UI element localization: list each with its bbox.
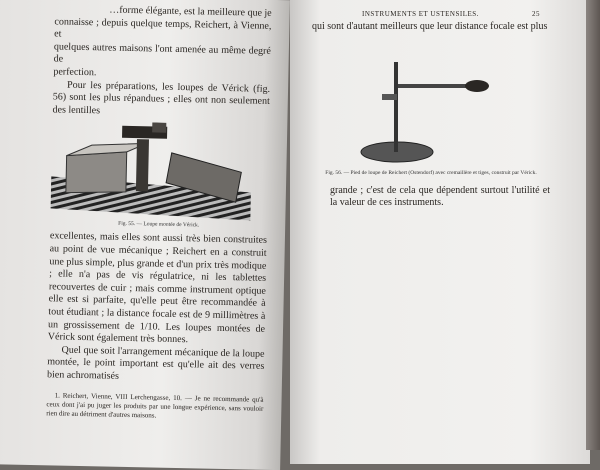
figure-caption: Fig. 56. — Pied de loupe de Reichert (Ostendorf) avec cremaillère et tiges, construit par Vérick. xyxy=(325,169,537,176)
text-line: perfection. xyxy=(53,66,97,79)
loupe-stand-illustration xyxy=(352,42,502,167)
footnote: 1. Reichert, Vienne, VIII Lerchengasse, 10. — Je ne recommande qu'à ceux dont j'ai pu juger les produits par une longue expérience, sans vouloir rien dire au détriment d'autres maisons. xyxy=(46,391,264,420)
figure-caption: Fig. 55. — Loupe montée de Vérick. xyxy=(118,221,200,229)
paragraph: Pour les préparations, les loupes de Vérick (fig. 56) sont les plus répandues ; elles ont non seulement des lentilles xyxy=(52,79,271,117)
paragraph: excellentes, mais elles sont aussi très bien construites au point de vue mécanique ; Reichert en a construit une plus simple, plus grande et d'un prix très modique ; elle n'a pas de vis régulatrice, ni les tablettes recouvertes de cuir ; mais comme instrument optique elle est si parfaite, qu'elle peut être recommandée à tout étudiant ; la distance focale est de 9 millimètres à un grossissement de 1/10. Les loupes montées de Vérick sont également très bonnes. xyxy=(47,230,268,346)
book-edge xyxy=(586,0,600,450)
right-page xyxy=(290,0,590,464)
left-page xyxy=(0,0,290,470)
page-header xyxy=(312,10,550,19)
text-line: qui sont d'autant meilleurs que leur distance focale est plus xyxy=(312,21,548,32)
running-head: INSTRUMENTS ET USTENSILES. xyxy=(362,10,479,18)
left-top-paragraph xyxy=(52,3,271,121)
paragraph: Quel que soit l'arrangement mécanique de la loupe montée, le point important est qu'elle ait des verres bien achromatisés xyxy=(46,344,265,382)
paragraph: grande ; c'est de cela que dépendent surtout l'utilité et la valeur de ces instruments. xyxy=(330,184,550,209)
text-line: quelques autres maisons l'ont amenée au même degré de xyxy=(53,41,271,65)
loupe-illustration xyxy=(50,121,257,221)
text-line: connaisse ; depuis quelque temps, Reichert, à Vienne, et xyxy=(54,15,272,40)
text-line: …forme élégante, est la meilleure que je xyxy=(109,4,272,19)
page-number: 25 xyxy=(532,10,540,18)
left-body xyxy=(47,231,267,387)
